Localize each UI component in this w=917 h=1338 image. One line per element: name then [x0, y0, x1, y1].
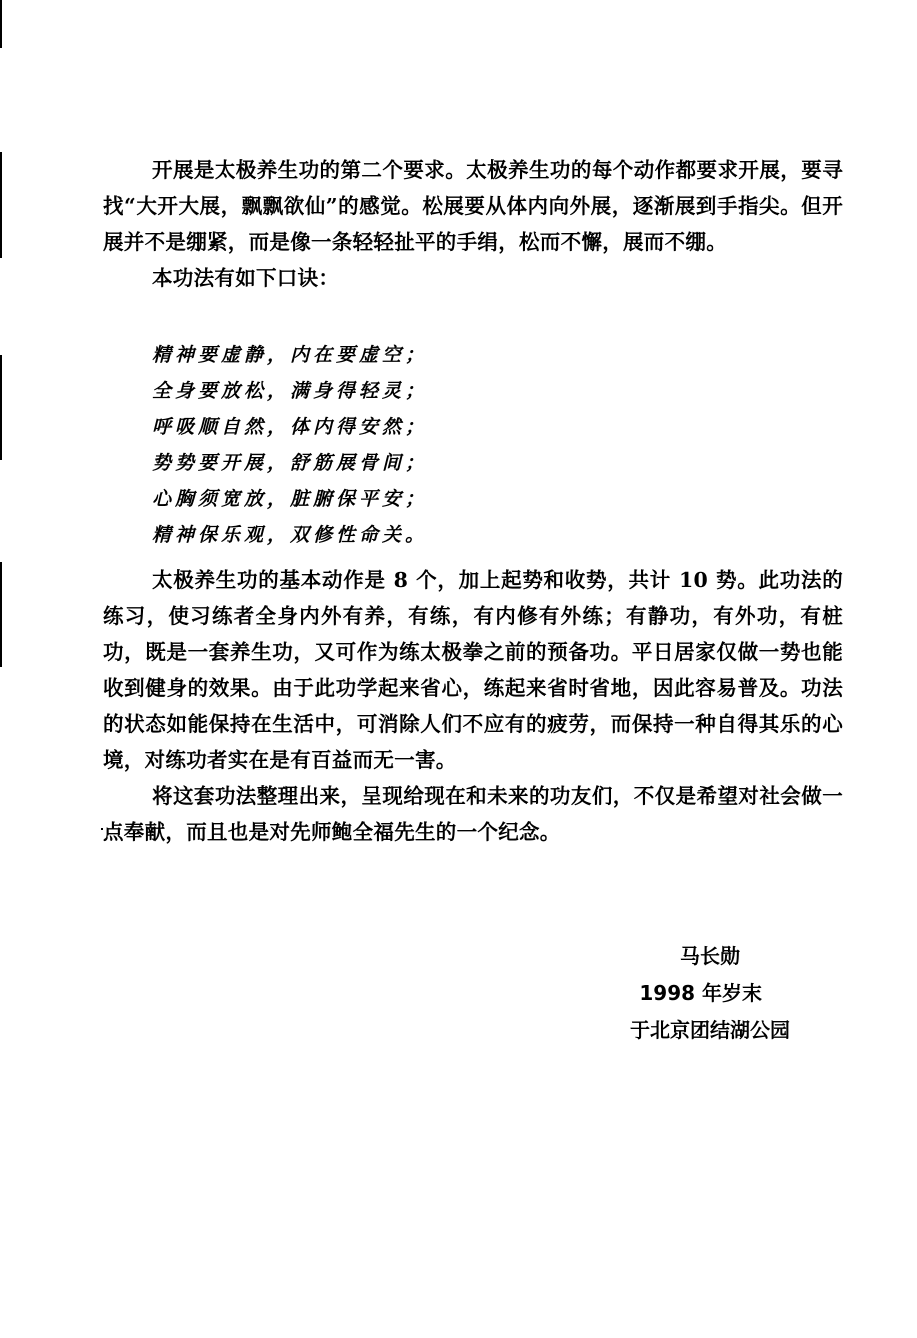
signature-block	[630, 938, 790, 1049]
paragraph-opening-requirement: 开展是太极养生功的第二个要求。太极养生功的每个动作都要求开展，要寻找“大开大展，飘飘欲仙”的感觉。松展要从体内向外展，逐渐展到手指尖。但开展并不是绷紧，而是像一条轻轻扯平的手绢，松而不懈，展而不绷。	[103, 158, 843, 254]
signature-date: 1998 年岁末	[639, 981, 762, 1005]
body-text	[103, 562, 843, 850]
scan-edge-mark-2	[0, 152, 2, 258]
scan-edge-mark-4	[0, 562, 2, 667]
verse-line: 精神保乐观，双修性命关。	[152, 524, 429, 546]
paragraph-dedication: 将这套功法整理出来，呈现给现在和未来的功友们，不仅是希望对社会做一点奉献，而且也是对先师鲍全福先生的一个纪念。	[103, 784, 843, 844]
scan-edge-mark-3	[0, 355, 2, 460]
signature-place: 于北京团结湖公园	[630, 1018, 790, 1042]
scan-edge-mark-1	[0, 0, 2, 48]
verse-line: 心胸须宽放，脏腑保平安；	[152, 488, 429, 510]
verse-line: 呼吸顺自然，体内得安然；	[152, 416, 429, 438]
paragraph-formula-intro: 本功法有如下口诀：	[152, 266, 340, 290]
intro-text	[103, 152, 843, 296]
verse-line: 全身要放松，满身得轻灵；	[152, 380, 429, 402]
author-name: 马长勋	[680, 944, 740, 968]
verse-line: 势势要开展，舒筋展骨间；	[152, 452, 429, 474]
verse-line: 精神要虚静，内在要虚空；	[152, 344, 429, 366]
paragraph-basic-movements: 太极养生功的基本动作是 8 个，加上起势和收势，共计 10 势。此功法的练习，使习练者全身内外有养，有练，有内修有外练；有静功，有外功，有桩功，既是一套养生功，又可作为练太极拳之前的预备功。平日居家仅做一势也能收到健身的效果。由于此功学起来省心，练起来省时省地，因此容易普及。功法的状态如能保持在生活中，可消除人们不应有的疲劳，而保持一种自得其乐的心境，对练功者实在是有百益而无一害。	[103, 568, 843, 772]
formula-verse	[152, 337, 428, 553]
scan-speck	[101, 828, 103, 830]
